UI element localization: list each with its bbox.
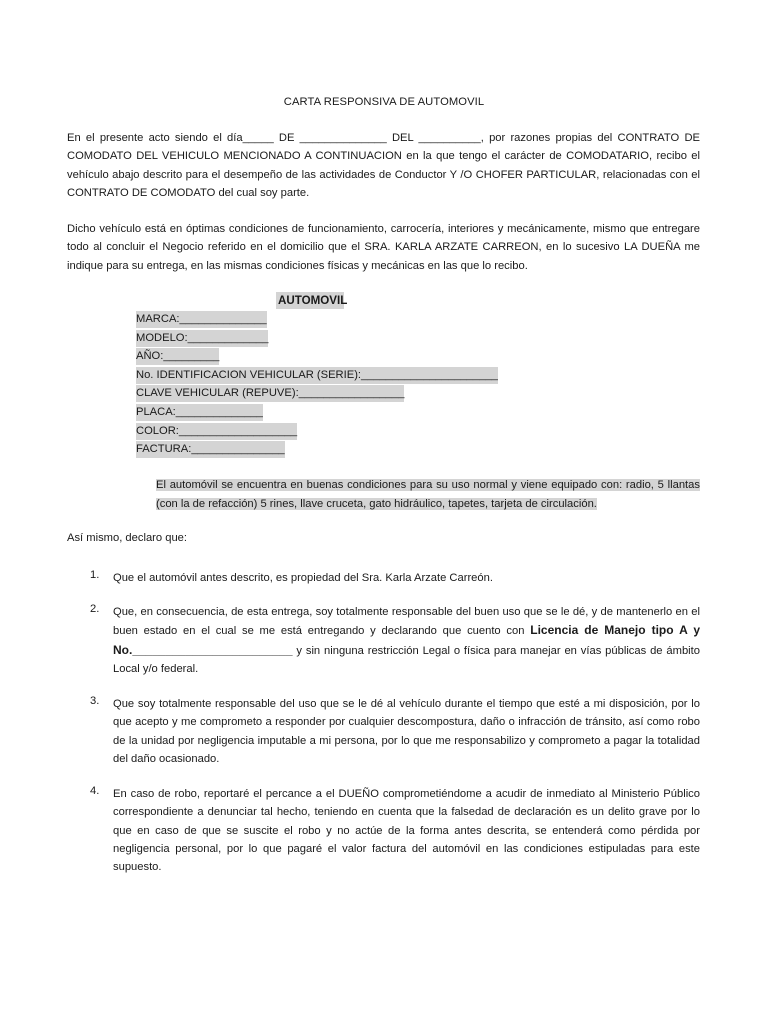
equipment-note — [156, 476, 700, 514]
document-title: CARTA RESPONSIVA DE AUTOMOVIL — [283, 96, 485, 108]
list-item-number: 1. — [90, 569, 100, 581]
field-modelo: MODELO:_____________ — [136, 330, 268, 347]
equipment-note-text: El automóvil se encuentra en buenas condiciones para su uso normal y viene equipado con: radio, 5 llantas (con la de refacción) 5 rines, llave cruceta, gato hidráulico, tapetes, tarjeta de circulación. — [156, 479, 700, 510]
list-item-text: Que el automóvil antes descrito, es propiedad del Sra. Karla Arzate Carreón. — [113, 572, 493, 584]
condition-paragraph: Dicho vehículo está en óptimas condiciones de funcionamiento, carrocería, interiores y mecánicamente, mismo que entregare todo al concluir el Negocio referido en el domicilio que el SRA. KARLA ARZATE CARREON, en lo sucesivo LA DUEÑA me indique para su entrega, en las mismas condiciones físicas y mecánicas en las que lo recibo. — [67, 223, 700, 272]
field-repuve: CLAVE VEHICULAR (REPUVE):_________________ — [136, 385, 404, 402]
field-placa: PLACA:______________ — [136, 404, 263, 421]
list-item-number: 2. — [90, 603, 100, 615]
list-item-text: Que soy totalmente responsable del uso que se le dé al vehículo durante el tiempo que esté a mi disposición, por lo que acepto y me comprometo a responder por cualquier descompostura, daño o infracción de tránsito, así como robo de la unidad por negligencia imputable a mi persona, por lo que me responsabilizo y comprometo a pagar la totalidad del daño ocasionado. — [113, 698, 700, 765]
list-item-number: 4. — [90, 785, 100, 797]
license-bold-text: Licencia de Manejo tipo A y No.________________________ — [113, 623, 700, 657]
field-factura: FACTURA:_______________ — [136, 441, 285, 458]
license-text-before: Que, en consecuencia, de esta entrega, soy totalmente responsable del buen uso que se le dé, y de mantenerlo en el buen estado en el cual se me está entregando y declarando que cuento con — [113, 606, 700, 638]
automovil-heading: AUTOMOVIL — [278, 294, 348, 307]
license-text-after: y sin ninguna restricción Legal o física para manejar en vías públicas de ámbito Local y/o federal. — [113, 644, 700, 675]
field-serie: No. IDENTIFICACION VEHICULAR (SERIE):______________________ — [136, 367, 498, 384]
declare-intro: Así mismo, declaro que: — [67, 532, 188, 544]
field-anio: AÑO:_________ — [136, 348, 219, 365]
vehicle-fields — [136, 311, 498, 460]
list-item-text: En caso de robo, reportaré el percance a el DUEÑO comprometiéndome a acudir de inmediato al Ministerio Público correspondiente a denunciar tal hecho, teniendo en cuenta que la falsedad de declaración es un delito grave por lo que en caso de que se suscite el robo y no actúe de la forma antes descrita, se entenderá como pérdida por negligencia personal, por lo que pagaré el valor factura del automóvil en las condiciones estipuladas para este supuesto. — [113, 788, 700, 874]
field-color: COLOR:___________________ — [136, 423, 297, 440]
list-item-text — [113, 603, 700, 678]
list-item-number: 3. — [90, 695, 100, 707]
intro-paragraph: En el presente acto siendo el día_____ DE ______________ DEL __________, por razones propias del CONTRATO DE COMODATO DEL VEHICULO MENCIONADO A CONTINUACION en la que tengo el carácter de COMODATARIO, recibo el vehículo abajo descrito para el desempeño de las actividades de Conductor Y /O CHOFER PARTICULAR, relacionadas con el CONTRATO DE COMODATO del cual soy parte. — [67, 132, 700, 199]
field-marca: MARCA:______________ — [136, 311, 267, 328]
